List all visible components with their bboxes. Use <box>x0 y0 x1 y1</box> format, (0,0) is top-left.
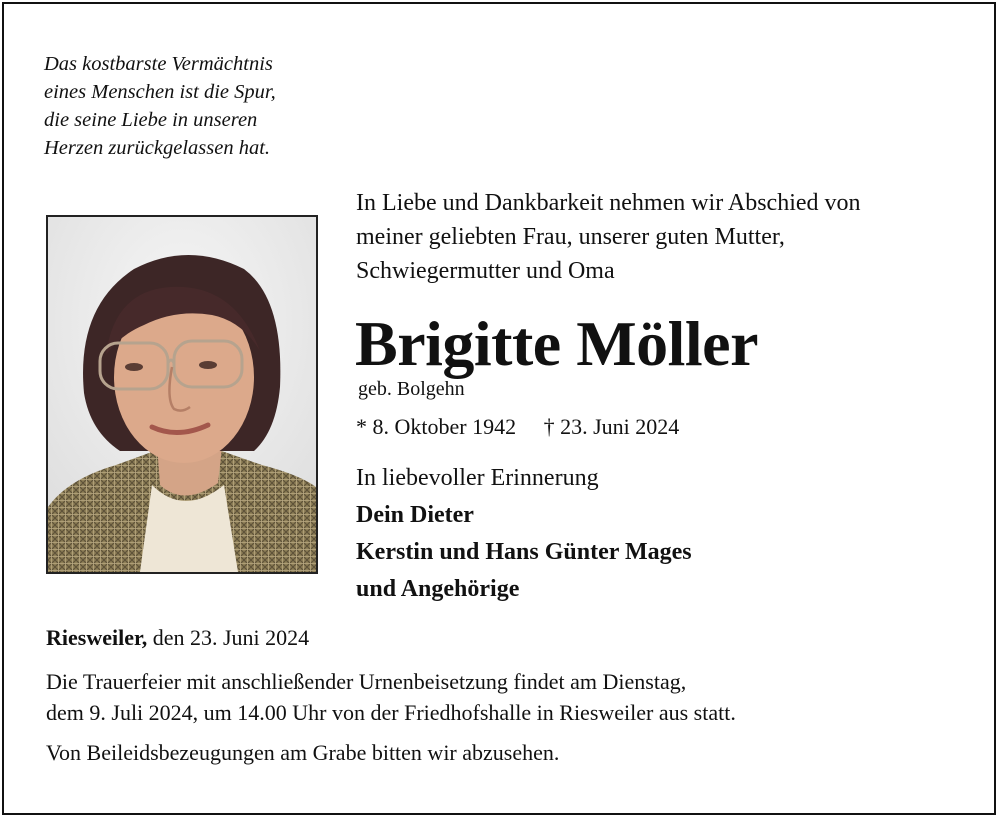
intro-line: meiner geliebten Frau, unserer guten Mutter, <box>356 224 785 250</box>
deceased-name: Brigitte Möller <box>355 308 758 379</box>
maiden-name: geb. Bolgehn <box>358 378 465 400</box>
funeral-info <box>46 666 966 728</box>
condolence-note: Von Beileidsbezeugungen am Grabe bitten wir abzusehen. <box>46 740 560 765</box>
funeral-line: Die Trauerfeier mit anschließender Urnenbeisetzung findet am Dienstag, <box>46 669 687 694</box>
mourner: Dein Dieter <box>356 502 474 528</box>
intro-text <box>356 186 976 288</box>
intro-line: Schwiegermutter und Oma <box>356 258 615 284</box>
intro-line: In Liebe und Dankbarkeit nehmen wir Abschied von <box>356 190 861 216</box>
mourner: und Angehörige <box>356 576 520 602</box>
mourners-list <box>356 497 692 608</box>
life-dates <box>356 412 679 442</box>
death-date: † 23. Juni 2024 <box>543 414 680 439</box>
obituary-notice <box>2 2 996 815</box>
quote-line: die seine Liebe in unseren <box>44 109 258 131</box>
quote-line: Herzen zurückgelassen hat. <box>44 137 271 159</box>
place-date <box>46 623 309 653</box>
notice-date: den 23. Juni 2024 <box>152 625 310 650</box>
memorial-quote <box>44 50 354 162</box>
quote-line: Das kostbarste Vermächtnis <box>44 53 273 75</box>
mourner: Kerstin und Hans Günter Mages <box>356 539 692 565</box>
funeral-line: dem 9. Juli 2024, um 14.00 Uhr von der Friedhofshalle in Riesweiler aus statt. <box>46 700 736 725</box>
quote-line: eines Menschen ist die Spur, <box>44 81 276 103</box>
place: Riesweiler, <box>46 625 148 650</box>
remembrance-line: In liebevoller Erinnerung <box>356 465 599 491</box>
portrait-photo <box>46 215 318 574</box>
birth-date: * 8. Oktober 1942 <box>356 414 517 439</box>
